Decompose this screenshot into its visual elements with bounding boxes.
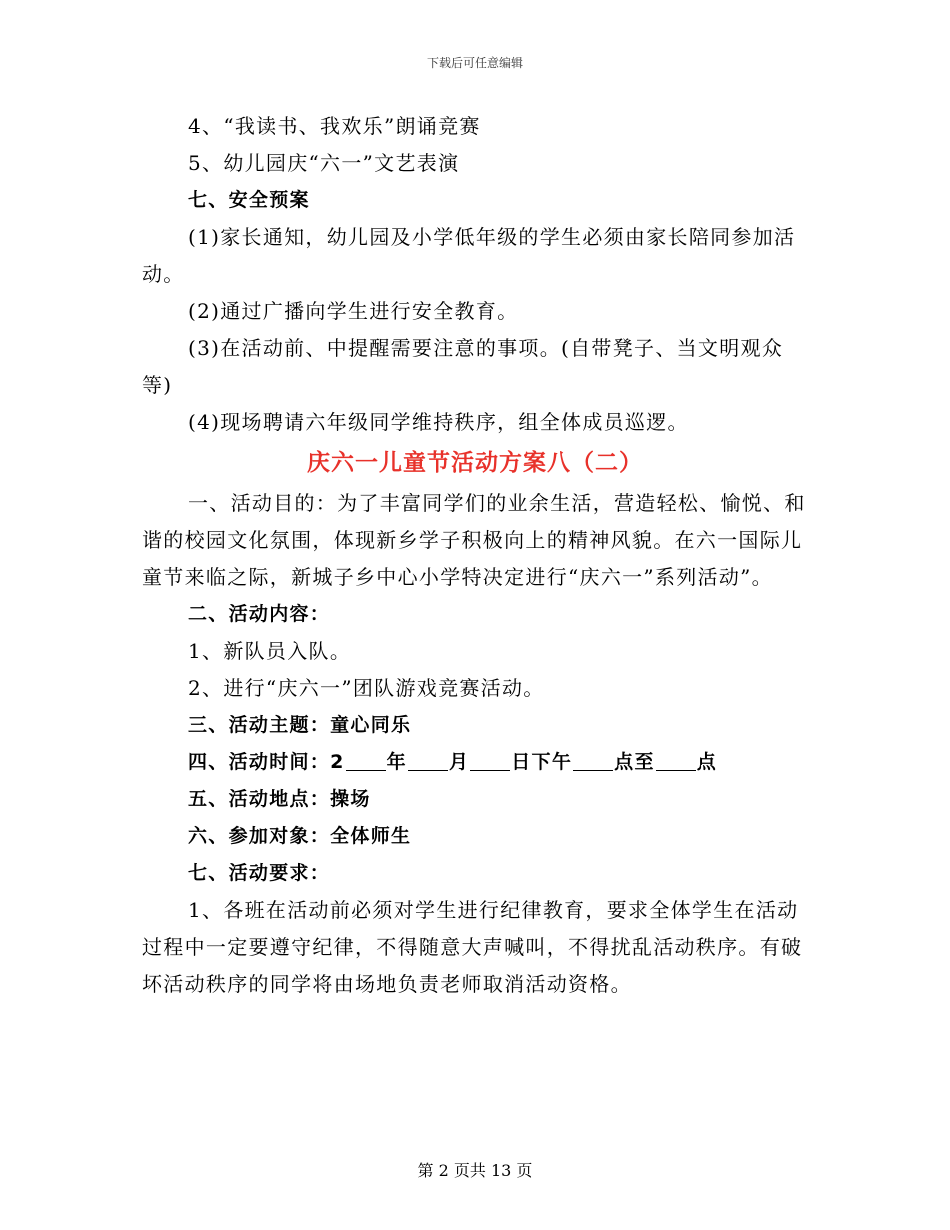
page-footer: 第 2 页共 13 页 xyxy=(417,1161,533,1180)
section-heading: 七、安全预案 xyxy=(188,189,310,211)
list-item: 1、新队员入队。 xyxy=(188,639,352,663)
time-prefix: 四、活动时间：2 xyxy=(188,751,345,773)
time-to: 点 xyxy=(696,751,718,773)
time-year: 年 xyxy=(386,751,407,773)
list-item: 5、幼儿园庆“六一”文艺表演 xyxy=(188,151,460,175)
time-line xyxy=(142,744,808,781)
time-day: 日下午 xyxy=(511,751,573,773)
section-heading: 六、参加对象：全体师生 xyxy=(188,825,412,847)
blank-underline xyxy=(656,750,696,771)
blank-underline xyxy=(408,750,448,771)
page-header: 下载后可任意编辑 xyxy=(426,56,523,70)
section-heading: 三、活动主题：童心同乐 xyxy=(188,714,412,736)
time-from: 点至 xyxy=(614,751,655,773)
list-item: 4、“我读书、我欢乐”朗诵竞赛 xyxy=(188,114,481,138)
section-heading: 二、活动内容： xyxy=(188,603,331,625)
blank-underline xyxy=(346,750,386,771)
section-heading: 七、活动要求： xyxy=(188,862,331,884)
time-month: 月 xyxy=(448,751,470,773)
paragraph: (1)家长通知，幼儿园及小学低年级的学生必须由家长陪同参加活动。 xyxy=(142,225,796,286)
blank-underline xyxy=(470,750,510,771)
list-item: 2、进行“庆六一”团队游戏竞赛活动。 xyxy=(188,676,545,700)
paragraph: 一、活动目的：为了丰富同学们的业余生活，营造轻松、愉悦、和谐的校园文化氛围，体现新乡学子积极向上的精神风貌。在六一国际儿童节来临之际，新城子乡中心小学特决定进行“庆六一”系列活动”。 xyxy=(142,491,806,589)
document-body xyxy=(142,108,808,1003)
paragraph: (4)现场聘请六年级同学维持秩序，组全体成员巡逻。 xyxy=(188,410,689,434)
paragraph: 1、各班在活动前必须对学生进行纪律教育，要求全体学生在活动过程中一定要遵守纪律，不得随意大声喊叫，不得扰乱活动秩序。有破坏活动秩序的同学将由场地负责老师取消活动资格。 xyxy=(142,898,803,996)
paragraph: (3)在活动前、中提醒需要注意的事项。(自带凳子、当文明观众等) xyxy=(142,336,784,397)
section-heading: 五、活动地点：操场 xyxy=(188,788,371,810)
section-title: 庆六一儿童节活动方案八（二） xyxy=(307,450,643,476)
paragraph: (2)通过广播向学生进行安全教育。 xyxy=(188,299,519,323)
blank-underline xyxy=(573,750,613,771)
